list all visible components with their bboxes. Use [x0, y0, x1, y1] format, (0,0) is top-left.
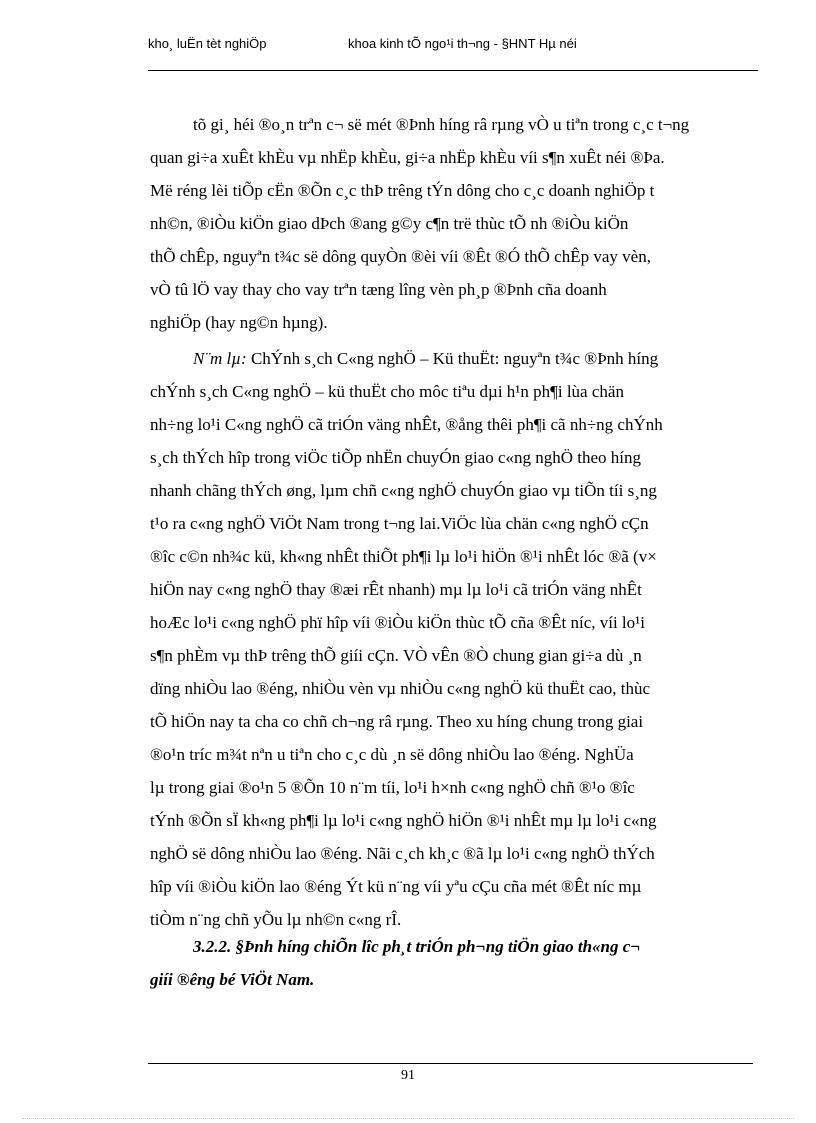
para1-line: thÕ chÊp, nguyªn t¾c së dông quyÒn ®èi víi ®Êt ®Ó thÕ chÊp vay vèn,: [150, 247, 651, 266]
header-rule: [148, 70, 758, 71]
para1-line: vÒ tû lÖ vay thay cho vay trªn tæng lîng vèn ph¸p ®Þnh cña doanh: [150, 280, 607, 299]
section-heading-line: giíi ®êng bé ViÖt Nam.: [150, 970, 315, 989]
para2-line: s¶n phÈm vµ thÞ trêng thÕ giíi cÇn. VÒ vÊn ®Ò chung gian gi÷a dù ¸n: [150, 646, 642, 665]
para2-first-line: [193, 348, 738, 370]
para2-line: tÝnh ®Õn sÏ kh«ng ph¶i lµ lo¹i c«ng nghÖ hiÖn ®¹i nhÊt mµ lµ lo¹i c«ng: [150, 811, 657, 830]
para2-line: nh÷ng lo¹i C«ng nghÖ cã triÓn väng nhÊt, ®ång thêi ph¶i cã nh÷ng chÝnh: [150, 415, 663, 434]
para2-first-text: ChÝnh s¸ch C«ng nghÖ – Kü thuËt: nguyªn t¾c ®Þnh híng: [246, 349, 659, 368]
para2-line: nghÖ së dông nhiÒu lao ®éng. Nãi c¸ch kh¸c ®ã lµ lo¹i c«ng nghÖ thÝch: [150, 844, 655, 863]
para2-line: ®îc c©n nh¾c kü, kh«ng nhÊt thiÕt ph¶i lµ lo¹i hiÖn ®¹i nhÊt lóc ®ã (v×: [150, 547, 657, 566]
para2-line: dïng nhiÒu lao ®éng, nhiÒu vèn vµ nhiÒu c«ng nghÖ kü thuËt cao, thùc: [150, 679, 651, 698]
para2-line: chÝnh s¸ch C«ng nghÖ – kü thuËt cho môc tiªu dµi h¹n ph¶i lùa chän: [150, 382, 624, 401]
para1-line: nghiÖp (hay ng©n hµng).: [150, 313, 328, 332]
para2-line: hiÖn nay c«ng nghÖ thay ®æi rÊt nhanh) mµ lµ lo¹i cã triÓn väng nhÊt: [150, 580, 642, 599]
header-right: khoa kinh tÕ ngo¹i th¬ng - §HNT Hµ néi: [348, 36, 577, 51]
page-number: 91: [401, 1068, 415, 1083]
para1-line: Më réng lèi tiÕp cËn ®Õn c¸c thÞ trêng tÝn dông cho c¸c doanh nghiÖp t: [150, 181, 655, 200]
section-heading-line: 3.2.2. §Þnh híng chiÕn lîc ph¸t triÓn ph¬ng tiÖn giao th«ng c¬: [193, 937, 641, 956]
para2-line: nhanh chãng thÝch øng, lµm chñ c«ng nghÖ chuyÓn giao vµ tiÕn tíi s¸ng: [150, 481, 657, 500]
para2-line: tÕ hiÖn nay ta cha co chñ ch¬ng râ rµng. Theo xu híng chung trong giai: [150, 712, 644, 731]
page-bottom-border: [22, 1118, 794, 1119]
para2-line: ®o¹n tríc m¾t nªn u tiªn cho c¸c dù ¸n së dông nhiÒu lao ®éng. NghÜa: [150, 745, 634, 764]
para2-line: tiÒm n¨ng chñ yÕu lµ nh©n c«ng rÎ.: [150, 910, 402, 929]
header-left: kho¸ luËn tèt nghiÖp: [148, 36, 267, 51]
para2-line: lµ trong giai ®o¹n 5 ®Õn 10 n¨m tíi, lo¹i h×nh c«ng nghÖ chñ ®¹o ®îc: [150, 778, 635, 797]
para2-label: N¨m lµ:: [193, 349, 247, 368]
para2-line: s¸ch thÝch hîp trong viÖc tiÕp nhËn chuyÓn giao c«ng nghÖ theo híng: [150, 448, 642, 467]
para2-line: hoÆc lo¹i c«ng nghÖ phï hîp víi ®iÒu kiÖn thùc tÕ cña ®Êt níc, víi lo¹i: [150, 613, 645, 632]
footer-rule: [148, 1063, 753, 1064]
para2-line: hîp víi ®iÒu kiÖn lao ®éng Ýt kü n¨ng víi yªu cÇu cña mét ®Êt níc mµ: [150, 877, 642, 896]
para1-line: tõ gi¸ héi ®o¸n trªn c¬ së mét ®Þnh híng râ rµng vÒ u tiªn trong c¸c t¬ng: [193, 115, 690, 134]
para1-line: nh©n, ®iÒu kiÖn giao dÞch ®ang g©y c¶n trë thùc tÕ nh ®iÒu kiÖn: [150, 214, 629, 233]
para1-line: quan gi÷a xuÊt khÈu vµ nhËp khÈu, gi÷a nhËp khÈu víi s¶n xuÊt néi ®Þa.: [150, 148, 665, 167]
para2-line: t¹o ra c«ng nghÖ ViÖt Nam trong t¬ng lai.ViÖc lùa chän c«ng nghÖ cÇn: [150, 514, 649, 533]
